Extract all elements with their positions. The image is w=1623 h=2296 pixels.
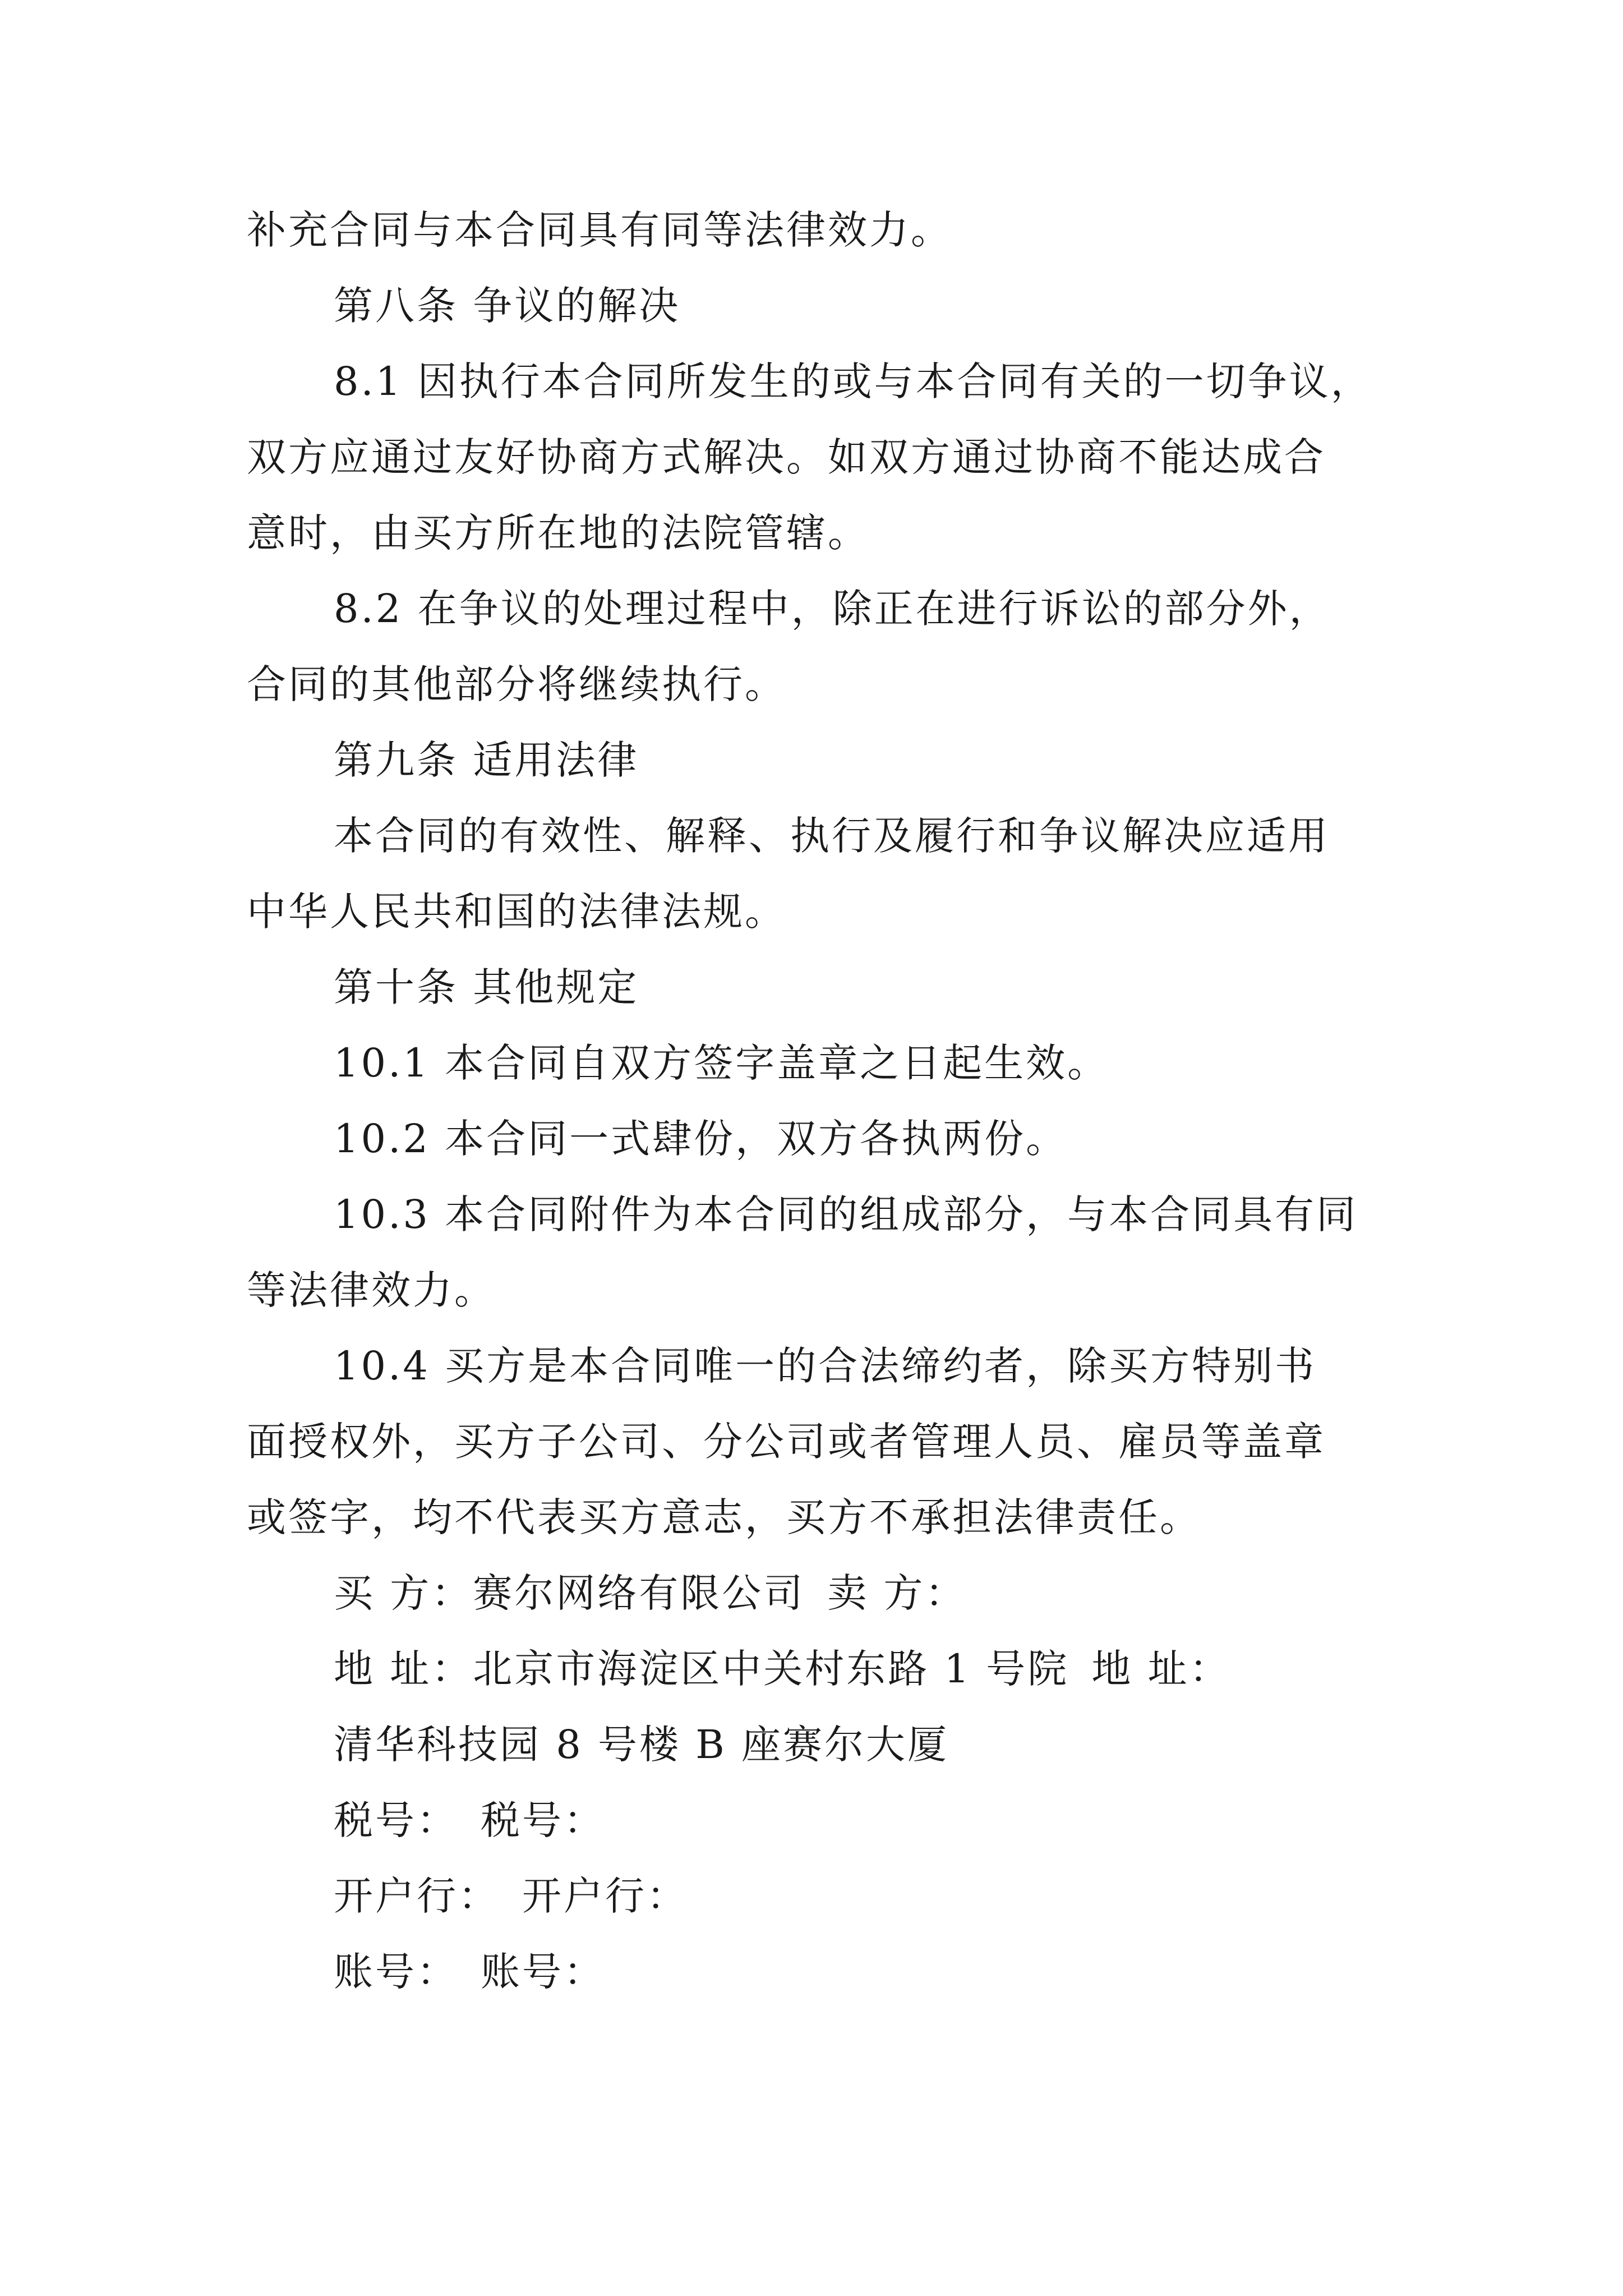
text-line: 面授权外，买方子公司、分公司或者管理人员、雇员等盖章 (247, 1419, 1326, 1465)
text-line: 10.2 本合同一式肆份，双方各执两份。 (334, 1116, 1068, 1162)
account-line (247, 1934, 1380, 2010)
seller-account-label: 账号： (481, 1949, 605, 1995)
text-line: 中华人民共和国的法律法规。 (247, 889, 786, 935)
tax-line (247, 1783, 1380, 1858)
clause-10-3 (247, 1177, 1380, 1328)
buyer-name: 赛尔网络有限公司 (473, 1570, 805, 1616)
clause-10-1 (247, 1025, 1380, 1101)
buyer-bank-label: 开户行： (334, 1873, 500, 1919)
heading-text: 第八条 争议的解决 (334, 283, 681, 329)
heading-text: 第十条 其他规定 (334, 964, 639, 1010)
text-line: 合同的其他部分将继续执行。 (247, 661, 786, 707)
heading-text: 第九条 适用法律 (334, 737, 639, 783)
seller-address-label: 地 址： (1091, 1646, 1231, 1692)
buyer-address: 北京市海淀区中关村东路 1 号院 (473, 1646, 1069, 1692)
text-line: 10.4 买方是本合同唯一的合法缔约者，除买方特别书 (334, 1343, 1317, 1389)
bank-line (247, 1858, 1380, 1934)
buyer-address-continued: 清华科技园 8 号楼 B 座赛尔大厦 (334, 1722, 949, 1768)
clause-8-2 (247, 571, 1380, 723)
article-10-heading (247, 950, 1380, 1025)
clause-10-2 (247, 1101, 1380, 1177)
buyer-tax-label: 税号： (334, 1797, 458, 1843)
text-line: 本合同的有效性、解释、执行及履行和争议解决应适用 (334, 813, 1330, 859)
address-line (247, 1631, 1380, 1707)
text-line: 意时，由买方所在地的法院管辖。 (247, 510, 869, 556)
contract-page (247, 192, 1380, 2010)
seller-bank-label: 开户行： (522, 1873, 688, 1919)
buyer-address-label: 地 址： (334, 1646, 473, 1692)
article-8-heading (247, 268, 1380, 344)
text-line: 双方应通过友好协商方式解决。如双方通过协商不能达成合 (247, 434, 1326, 480)
text-line: 8.1 因执行本合同所发生的或与本合同有关的一切争议， (334, 358, 1372, 404)
text-line: 8.2 在争议的处理过程中，除正在进行诉讼的部分外， (334, 586, 1331, 632)
article-9-body (247, 798, 1380, 950)
buyer-account-label: 账号： (334, 1949, 458, 1995)
text-line: 补充合同与本合同具有同等法律效力。 (247, 207, 952, 253)
text-line: 10.1 本合同自双方签字盖章之日起生效。 (334, 1040, 1109, 1086)
clause-8-1 (247, 344, 1380, 571)
clause-10-4 (247, 1328, 1380, 1556)
text-line: 或签字，均不代表买方意志，买方不承担法律责任。 (247, 1494, 1201, 1540)
article-9-heading (247, 723, 1380, 798)
address-line-2 (247, 1707, 1380, 1783)
paragraph-continuation (247, 192, 1380, 268)
seller-tax-label: 税号： (481, 1797, 605, 1843)
text-line: 10.3 本合同附件为本合同的组成部分，与本合同具有同 (334, 1191, 1358, 1237)
text-line: 等法律效力。 (247, 1267, 496, 1313)
party-line (247, 1556, 1380, 1631)
seller-label: 卖 方： (827, 1570, 967, 1616)
signature-block (247, 1556, 1380, 2010)
buyer-label: 买 方： (334, 1570, 473, 1616)
